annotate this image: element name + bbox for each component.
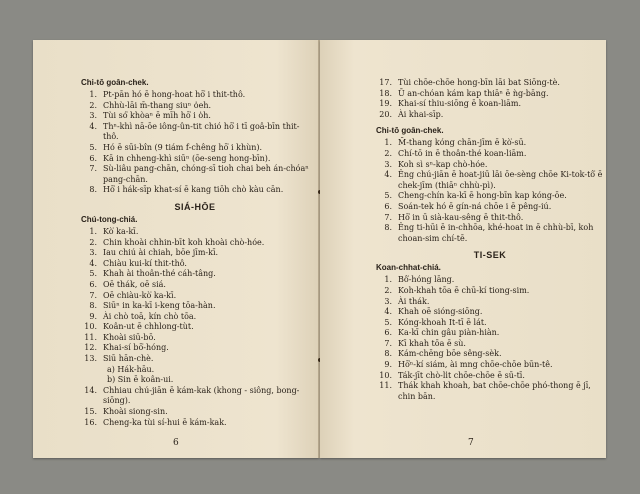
item-number: 19. [379,99,392,109]
item-text: Khah oē sióng-siōng. [398,307,483,317]
item-text: Êng ti-hūi ē in-chhōa, khé-hoat in ē chhù-bī, koh choan-sim chí-tē. [398,223,594,243]
list-item [376,360,604,371]
list-item [376,99,604,110]
item-number: 5. [384,191,392,201]
item-number: 7. [89,164,97,174]
list-item [81,269,309,280]
item-number: 10. [379,370,392,380]
item-text: Pt-pān hó ē hong-hoat hō͘ i thit-thô. [103,90,246,99]
list-item [81,259,309,270]
item-number: 5. [89,142,97,152]
list-item [81,418,309,429]
list-item [376,191,604,202]
list-item [376,89,604,100]
list-item [81,322,309,333]
page-number: 6 [173,438,179,448]
item-text: Thák khah khoah, bat chōe-chōe phó-thong ē jī, chin bān. [398,381,591,401]
list-item [81,101,309,112]
item-text: Hō͘ i hák-sīp khat-sí ē kang tiōh chò kàu cān. [103,185,284,195]
list-item [81,280,309,291]
characteristic-list [376,275,604,402]
item-text: Ták-jīt chò-li̍t chōe-chōe ē sū-tī. [398,370,525,380]
list-item [376,339,604,350]
item-number: 3. [89,111,97,121]
item-number: 9. [89,311,97,321]
item-text: Ài thák. [398,296,430,306]
item-text: Khoài siū-bō. [103,332,156,342]
item-number: 4. [89,121,97,131]
section-subheading: Koan-chhat-chiá. [376,263,441,273]
list-item [376,149,604,160]
list-item [376,349,604,360]
item-number: 8. [89,185,97,195]
item-text: Ū an-chóan kám kap thiāⁿ ē ǹg-bāng. [398,88,549,98]
item-number: 5. [384,317,392,327]
list-item [81,291,309,302]
item-number: 5. [89,269,97,279]
item-text: Khah ài thoân-thé cáh-tâng. [103,269,216,279]
list-item [81,333,309,344]
item-number: 6. [384,328,392,338]
item-number: 20. [379,109,392,119]
item-number: 12. [84,343,97,353]
list-item [81,343,309,354]
item-number: 11. [84,332,97,342]
item-number: 2. [89,237,97,247]
item-text: Koh-khah tōa ē chū-kí tiong-sim. [398,285,530,295]
item-text: Chin khoài chhin-bīt koh khoài chò-hóe. [103,237,265,247]
item-number: 9. [384,360,392,370]
list-item [81,143,309,154]
list-item [376,286,604,297]
item-text: Ka-kī chin gâu piàn-hiàn. [398,328,500,338]
item-number: 6. [384,201,392,211]
item-number: 3. [89,248,97,258]
section-title: SIÁ-HŌE [174,201,216,212]
item-number: 2. [384,148,392,158]
item-text: Thⁿ-khì nā-ōe iông-ûn-tit chió hō͘ i tī goâ-bīn thit-thô. [103,121,300,142]
left-page [33,40,319,458]
item-number: 3. [384,159,392,169]
item-text: Sù-liâu pang-chān, chóng-sī tioh chai beh án-chóaⁿ pang-chān. [103,164,309,184]
item-number: 11. [379,381,392,391]
item-number: 17. [379,78,392,87]
item-number: 1. [384,138,392,148]
item-text: Chiàu kui-kí thit-thô. [103,258,187,268]
principle-list [81,90,309,196]
item-text: Chhiau chú-jiān ē kám-kak (khong - siông, bong-siōng). [103,385,300,406]
item-number: 16. [84,417,97,427]
item-text: Chí-tō in ē thoân-thé koan-liām. [398,148,527,158]
item-text: Chhù-lāi m̄-thang siuⁿ o̍eh. [103,100,212,110]
list-item [81,386,309,407]
item-number: 6. [89,153,97,163]
characteristic-list-continued [376,78,604,120]
item-text: Cheng-chín ka-kī ē hong-bīn kap kóng-ōe. [398,191,567,201]
list-item [81,354,309,365]
item-text: Siūⁿ in ka-kī i-keng tōa-hàn. [103,301,216,311]
characteristic-list [81,227,309,365]
item-text: Oē chiàu-kò͘ ka-kī. [103,290,177,300]
section-subheading: Chú-tong-chiá. [81,214,138,224]
item-number: 3. [384,296,392,306]
item-text: Khai-sí bō͘-hóng. [103,343,169,353]
item-text: Ài chò toā, kín chò tōa. [103,311,197,321]
item-number: 4. [89,258,97,268]
item-text: Tùi chōe-chōe hong-bīn lāi bat Siōng-tè. [398,78,560,87]
list-item [376,275,604,286]
item-number: 10. [84,322,97,332]
list-item [376,381,604,402]
item-number: 7. [89,290,97,300]
sub-item-b: b) Sin ē koân-ui. [107,375,174,385]
item-number: 4. [384,170,392,180]
item-text: Hō͘ⁿ-kí siám, ài mng chōe-chōe būn-tê. [398,360,553,370]
list-item [376,223,604,244]
list-item [81,90,309,101]
list-item [81,154,309,165]
list-item [376,160,604,171]
item-text: Koh sì sⁿ-kap chò-hóe. [398,159,488,169]
list-item [376,307,604,318]
item-number: 1. [89,226,97,236]
item-text: Kò͘ ka-kī. [103,226,139,236]
right-page-content [376,78,604,402]
list-item [376,110,604,121]
item-text: Kā in chheng-khì siūⁿ (ōe-seng hong-bīn). [103,153,271,163]
item-text: Kám-chēng bōe sêng-sèk. [398,349,502,359]
item-text: Hō͘ in ū sià-kau-sêng ē thit-thô. [398,212,524,222]
item-text: Iau chiú ài chiah, bōe jīm-kī. [103,248,219,258]
item-text: Ài khai-sīp. [398,109,444,119]
section-title: TI-SEK [473,250,507,261]
item-text: Êng chú-jiān ē hoat-jiū lāi ōe-sèng chōe Ki-tok-tô͘ ē chek-jīm (thiāⁿ chhù-pì). [398,170,603,190]
list-item [376,371,604,382]
item-text: Cheng-ka tùi sí-hui ē kám-kak. [103,417,227,427]
item-number: 2. [89,100,97,110]
item-text: M̄-thang kóng chān-jīm ē kò͘-sū. [398,138,527,148]
item-text: Oē thák, oē siá. [103,279,166,289]
item-text: Khoài siong-sin. [103,407,168,417]
item-number: 6. [89,279,97,289]
item-number: 8. [89,301,97,311]
item-number: 15. [84,407,97,417]
list-item [81,122,309,143]
list-item [81,185,309,196]
list-item [376,138,604,149]
list-item [81,301,309,312]
item-number: 4. [384,307,392,317]
item-number: 8. [384,223,392,233]
item-number: 2. [384,285,392,295]
characteristic-list-continued [81,386,309,428]
list-item [376,170,604,191]
list-item [81,227,309,238]
item-text: Koân-ut ē chhlong-tùt. [103,322,194,332]
item-number: 8. [384,349,392,359]
item-text: Khai-sí thiu-siōng ē koan-liām. [398,99,522,109]
page-number: 7 [468,438,474,448]
list-item [376,297,604,308]
item-text: Siū hān-chè. [103,354,154,364]
item-text: Bô͘-hóng lāng. [398,275,455,285]
item-number: 1. [384,275,392,285]
list-item [81,312,309,323]
list-item [81,164,309,185]
principle-list [376,138,604,244]
list-item [376,213,604,224]
list-item [376,202,604,213]
list-item [376,328,604,339]
item-number: 18. [379,88,392,98]
list-item [376,318,604,329]
item-number: 1. [89,90,97,99]
list-item [81,111,309,122]
left-page-content [81,76,309,428]
item-text: Soán-tek hó ē gín-ná chōe i ē pêng-iú. [398,201,552,211]
list-item [81,407,309,418]
item-number: 13. [84,354,97,364]
item-text: Kī khah tōa ē sù. [398,338,466,348]
item-text: Kóng-khoah It-tī ē lát. [398,317,487,327]
right-page [320,40,606,458]
list-item [81,248,309,259]
item-number: 14. [84,385,97,395]
item-number: 7. [384,212,392,222]
sub-item-a: a) Hák-hāu. [107,364,155,374]
item-text: Hó ē sūi-bîn (9 tiám f-chêng hō͘ i khùn). [103,142,263,152]
item-number: 7. [384,338,392,348]
list-item [81,238,309,249]
item-text: Tùi só͘ khòaⁿ ē mīh hō͘ i o̍h. [103,111,211,121]
list-item [376,78,604,89]
open-book [33,40,607,460]
section-heading: Chi-tō goân-chek. [376,126,444,136]
section-heading: Chi-tō goân-chek. [81,78,149,87]
